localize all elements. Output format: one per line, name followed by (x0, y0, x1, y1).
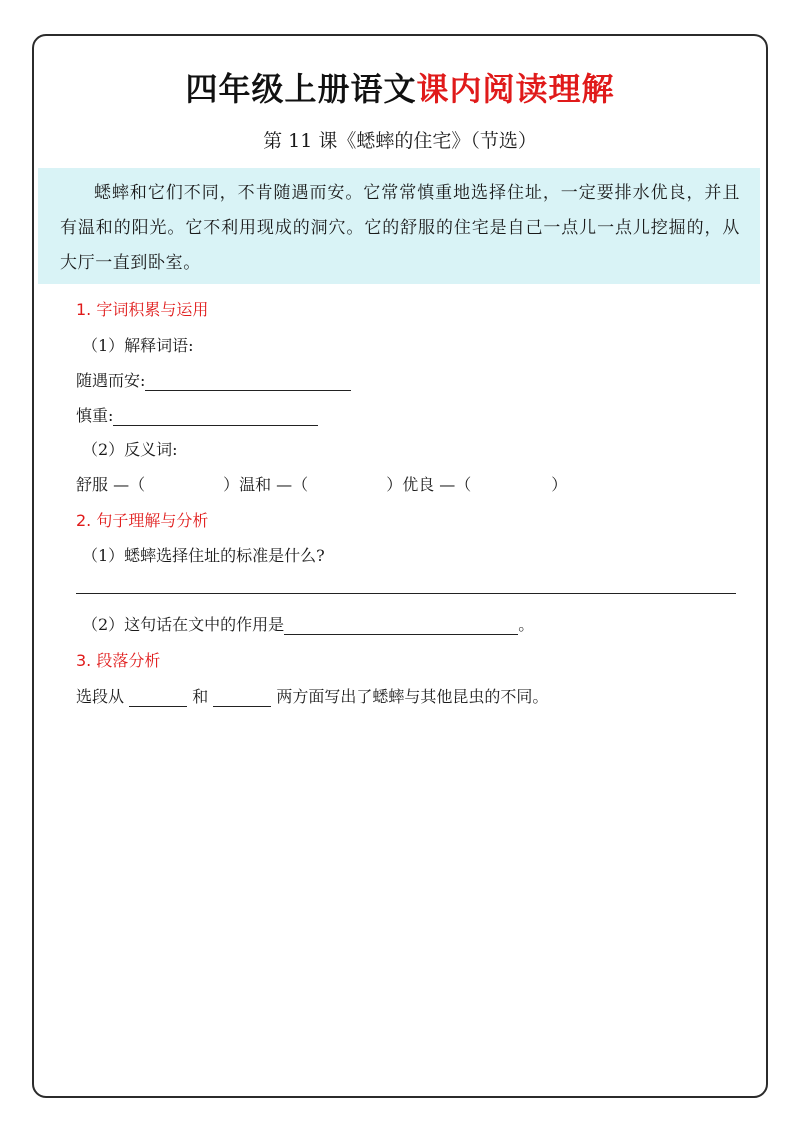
antonym1-label: 舒服 —（ (76, 475, 146, 494)
title-grade: 四年级上册语文 (185, 70, 417, 108)
section1-q2-label: （2）反义词: (82, 440, 178, 459)
term1-answer-blank[interactable] (145, 374, 351, 391)
reading-passage (38, 168, 760, 284)
antonym2-label: ）温和 —（ (223, 475, 309, 494)
section3-blank1[interactable] (129, 690, 187, 707)
title-topic: 课内阅读理解 (416, 70, 615, 108)
section2-heading: 2. 句子理解与分析 (76, 511, 209, 530)
section1-heading: 1. 字词积累与运用 (76, 300, 209, 319)
term2-row (76, 403, 318, 426)
term1-label: 随遇而安: (76, 371, 146, 390)
section3-text-b: 和 (192, 687, 209, 706)
section1-q1-label: （1）解释词语: (82, 336, 194, 355)
term2-label: 慎重: (76, 406, 114, 425)
section3-heading: 3. 段落分析 (76, 651, 161, 670)
section3-text-c: 两方面写出了蟋蟀与其他昆虫的不同。 (276, 687, 549, 706)
antonym3-label: ）优良 —（ (386, 475, 472, 494)
section3-row (76, 684, 548, 707)
section3-text-a: 选段从 (76, 687, 125, 706)
antonym-close: ） (551, 475, 568, 494)
lesson-subtitle: 第 11 课《蟋蟀的住宅》（节选） (263, 130, 537, 152)
term1-row (76, 368, 351, 391)
section2-q1: （1）蟋蟀选择住址的标准是什么? (82, 546, 325, 565)
section2-q1-answer-line[interactable] (76, 593, 736, 594)
section3-blank2[interactable] (213, 690, 271, 707)
antonym-row (76, 472, 567, 495)
section2-q2-row (82, 612, 534, 635)
section2-q2-blank[interactable] (284, 618, 518, 635)
term2-answer-blank[interactable] (113, 409, 318, 426)
passage-text: 蟋蟀和它们不同，不肯随遇而安。它常常慎重地选择住址，一定要排水优良，并且有温和的阳光。它不利用现成的洞穴。它的舒服的住宅是自己一点儿一点儿挖掘的，从大厅一直到卧室。 (60, 183, 740, 273)
section2-q2-suffix: 。 (518, 615, 535, 634)
section2-q2-prefix: （2）这句话在文中的作用是 (82, 615, 285, 634)
worksheet-title (0, 64, 800, 110)
